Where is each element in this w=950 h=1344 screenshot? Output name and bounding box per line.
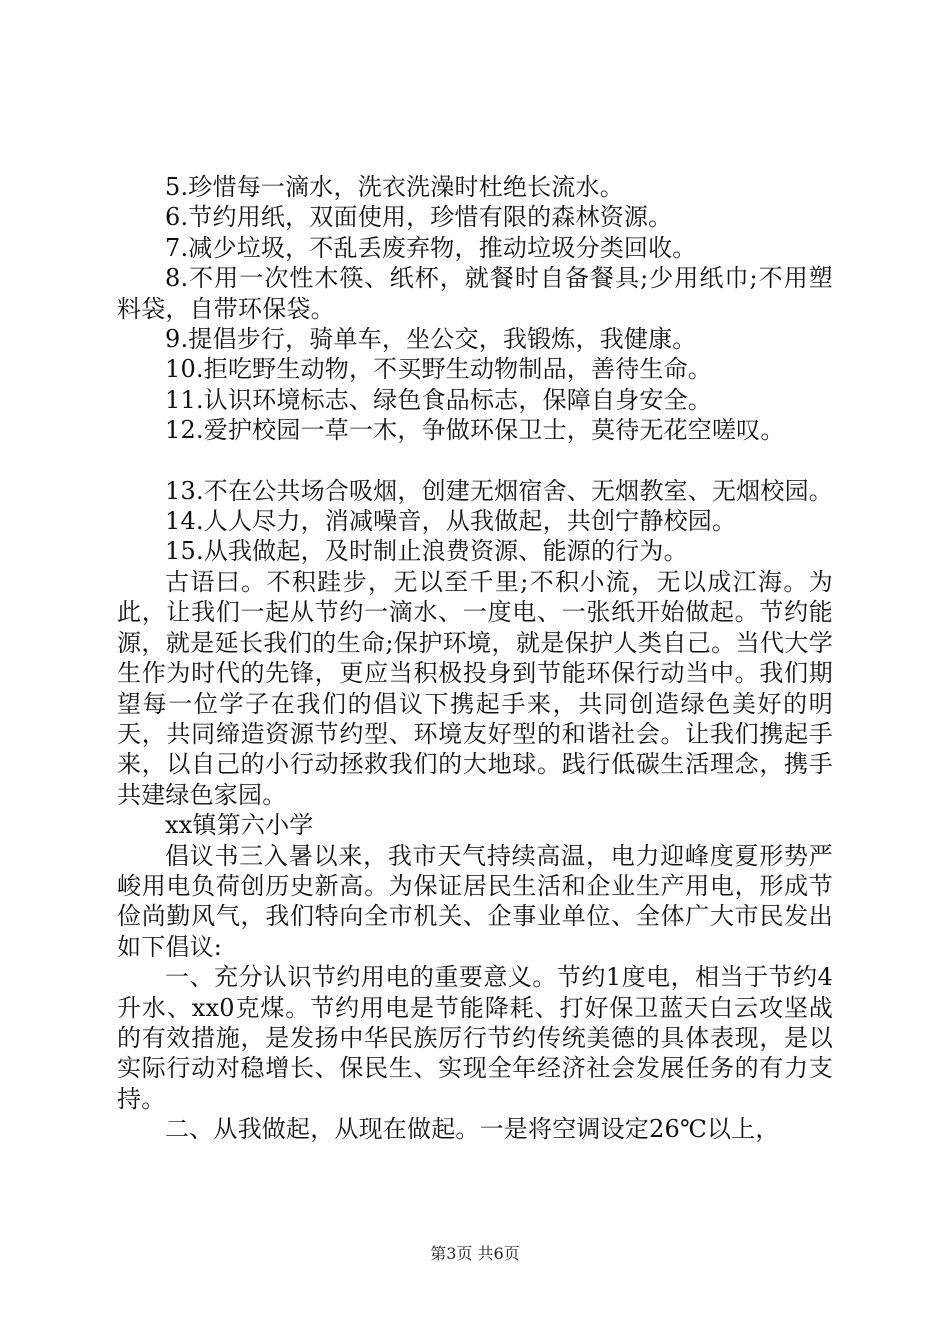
closing-paragraph: 古语曰。不积跬步，无以至千里;不积小流，无以成江海。为此，让我们一起从节约一滴水、一度电、一张纸开始做起。节约能源，就是延长我们的生命;保护环境，就是保护人类自己。当代大学生作为时代的先锋，更应当积极投身到节能环保行动当中。我们期望每一位学子在我们的倡议下携起手来，共同创造绿色美好的明天，共同缔造资源节约型、环境友好型的和谐社会。让我们携起手来，以自己的小行动拯救我们的大地球。践行低碳生活理念，携手共建绿色家园。 xyxy=(117,567,833,809)
list-item-7: 7.减少垃圾，不乱丢废弃物，推动垃圾分类回收。 xyxy=(165,233,697,262)
list-item-13: 13.不在公共场合吸烟，创建无烟宿舍、无烟教室、无烟校园。 xyxy=(165,476,833,505)
proposal-section-2: 二、从我做起，从现在做起。一是将空调设定26℃以上， xyxy=(165,1115,780,1144)
list-item-6: 6.节约用纸，双面使用，珍惜有限的森林资源。 xyxy=(165,203,673,232)
list-item-8: 8.不用一次性木筷、纸杯，就餐时自备餐具;少用纸巾;不用塑料袋，自带环保袋。 xyxy=(117,264,833,323)
document-body xyxy=(117,172,833,1145)
list-item-5: 5.珍惜每一滴水，洗衣洗澡时杜绝长流水。 xyxy=(165,173,624,201)
list-item-9: 9.提倡步行，骑单车，坐公交，我锻炼，我健康。 xyxy=(165,325,697,354)
page-number: 第3页 共6页 xyxy=(430,1244,520,1263)
list-item-11: 11.认识环境标志、绿色食品标志，保障自身安全。 xyxy=(165,385,712,414)
list-item-10: 10.拒吃野生动物，不买野生动物制品，善待生命。 xyxy=(165,355,712,384)
blank-line xyxy=(117,446,833,476)
signature-school: xx镇第六小学 xyxy=(165,811,314,840)
list-item-12: 12.爱护校园一草一木，争做环保卫士，莫待无花空嗟叹。 xyxy=(165,416,785,445)
proposal-intro-paragraph: 倡议书三入暑以来，我市天气持续高温，电力迎峰度夏形势严峻用电负荷创历史新高。为保证居民生活和企业生产用电，形成节俭尚勤风气，我们特向全市机关、企事业单位、全体广大市民发出如下倡议: xyxy=(117,841,833,961)
list-item-15: 15.从我做起，及时制止浪费资源、能源的行为。 xyxy=(165,537,688,566)
list-item-14: 14.人人尽力，消减噪音，从我做起，共创宁静校园。 xyxy=(165,507,737,536)
proposal-section-1: 一、充分认识节约用电的重要意义。节约1度电，相当于节约4升水、xx0克煤。节约用电是节能降耗、打好保卫蓝天白云攻坚战的有效措施，是发扬中华民族厉行节约传统美德的具体表现，是以实际行动对稳增长、保民生、实现全年经济社会发展任务的有力支持。 xyxy=(117,963,833,1113)
